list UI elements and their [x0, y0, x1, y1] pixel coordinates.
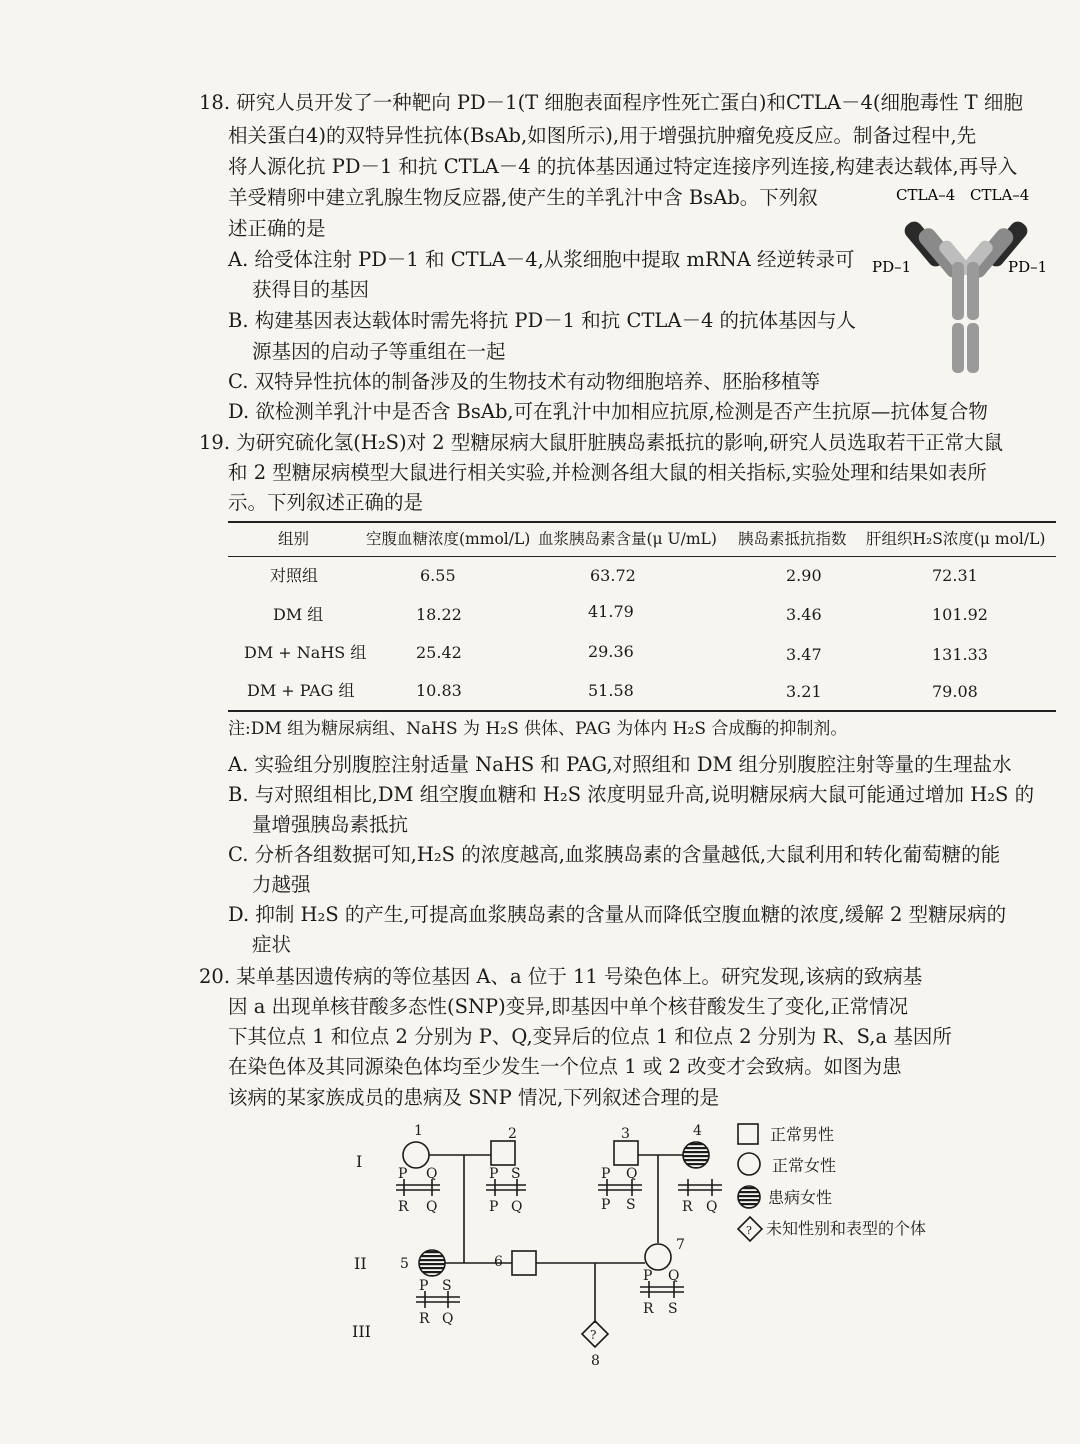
table-cell: 41.79 — [588, 602, 634, 621]
legend-affected-female-icon — [738, 1186, 760, 1208]
table-header-insulin: 血浆胰岛素含量(μ U/mL) — [538, 530, 717, 548]
q18-option-b-cont: 源基因的启动子等重组在一起 — [252, 340, 506, 363]
q19-stem-line-1: 19. 为研究硫化氢(H₂S)对 2 型糖尿病大鼠肝脏胰岛素抵抗的影响,研究人员选取若干正常大鼠 — [199, 431, 1004, 454]
q20-stem-line-3: 下其位点 1 和位点 2 分别为 P、Q,变异后的位点 1 和位点 2 分别为 R、S,a 基因所 — [228, 1025, 952, 1048]
unknown-mark: ? — [746, 1224, 752, 1237]
id-label: 2 — [508, 1126, 517, 1142]
table-cell: 63.72 — [590, 566, 636, 585]
snp-label: Q — [706, 1199, 718, 1215]
pd1-label-left: PD–1 — [872, 258, 912, 276]
snp-label: R — [398, 1199, 409, 1215]
snp-label: R — [682, 1199, 693, 1215]
snp-label: Q — [626, 1166, 638, 1182]
table-cell: DM + NaHS 组 — [244, 643, 367, 662]
q19-option-d: D. 抑制 H₂S 的产生,可提高血浆胰岛素的含量从而降低空腹血糖的浓度,缓解 2 型糖尿病的 — [228, 903, 1007, 926]
table-cell: 对照组 — [270, 566, 319, 585]
q19-stem-line-3: 示。下列叙述正确的是 — [228, 491, 424, 514]
snp-label: R — [643, 1301, 654, 1317]
generation-label-i: I — [356, 1152, 363, 1171]
snp-label: P — [398, 1166, 408, 1182]
snp-label: P — [419, 1278, 429, 1294]
table-cell: 79.08 — [932, 682, 978, 701]
individual-i1-normal-female — [403, 1142, 429, 1168]
q18-option-b: B. 构建基因表达载体时需先将抗 PD－1 和抗 CTLA－4 的抗体基因与人 — [228, 309, 857, 332]
snp-label: Q — [511, 1199, 523, 1215]
q20-stem-line-1: 20. 某单基因遗传病的等位基因 A、a 位于 11 号染色体上。研究发现,该病的致病基 — [199, 965, 923, 988]
table-cell: 25.42 — [416, 643, 462, 662]
individual-ii6-normal-male — [512, 1251, 536, 1275]
snp-label: S — [442, 1278, 452, 1294]
snp-label: P — [601, 1166, 611, 1182]
q19-option-c-cont: 力越强 — [252, 873, 311, 896]
snp-label: S — [511, 1166, 521, 1182]
q19-table-note: 注:DM 组为糖尿病组、NaHS 为 H₂S 供体、PAG 为体内 H₂S 合成酶的抑制剂。 — [228, 719, 848, 739]
q18-stem-line-4: 羊受精卵中建立乳腺生物反应器,使产生的羊乳汁中含 BsAb。下列叙 — [228, 186, 818, 209]
q18-option-d: D. 欲检测羊乳汁中是否含 BsAb,可在乳汁中加相应抗原,检测是否产生抗原—抗体复合物 — [228, 400, 988, 423]
snp-label: P — [489, 1166, 499, 1182]
q18-stem-line-1: 18. 研究人员开发了一种靶向 PD－1(T 细胞表面程序性死亡蛋白)和CTLA－4(细胞毒性 T 细胞 — [199, 91, 1023, 114]
id-label: 7 — [676, 1237, 685, 1253]
snp-label: R — [419, 1311, 430, 1327]
table-cell: 101.92 — [932, 605, 988, 624]
q18-option-c: C. 双特异性抗体的制备涉及的生物技术有动物细胞培养、胚胎移植等 — [228, 370, 821, 393]
table-top-rule — [228, 521, 1056, 523]
snp-i4 — [678, 1179, 722, 1196]
legend-label: 未知性别和表型的个体 — [766, 1219, 927, 1238]
legend-normal-male-icon — [738, 1124, 758, 1144]
id-label: 5 — [400, 1256, 409, 1272]
legend-normal-female-icon — [738, 1153, 760, 1175]
table-cell: DM + PAG 组 — [247, 681, 355, 700]
individual-i4-affected-female — [683, 1142, 709, 1168]
individual-i2-normal-male — [491, 1141, 515, 1165]
table-cell: 18.22 — [416, 605, 462, 624]
legend-label: 正常男性 — [770, 1125, 835, 1144]
table-cell: 10.83 — [416, 681, 462, 700]
snp-label: S — [668, 1301, 678, 1317]
unknown-mark: ? — [590, 1328, 597, 1342]
table-cell: 3.46 — [786, 605, 822, 624]
table-cell: 2.90 — [786, 566, 822, 585]
q18-stem-line-5: 述正确的是 — [228, 217, 326, 240]
snp-label: P — [601, 1197, 611, 1213]
table-header-group: 组别 — [278, 530, 310, 548]
table-header-h2s: 肝组织H₂S浓度(μ mol/L) — [866, 530, 1046, 548]
table-cell: 72.31 — [932, 566, 978, 585]
q19-option-a: A. 实验组分别腹腔注射适量 NaHS 和 PAG,对照组和 DM 组分别腹腔注射等量的生理盐水 — [228, 753, 1012, 776]
id-label: 8 — [591, 1353, 600, 1369]
q19-option-c: C. 分析各组数据可知,H₂S 的浓度越高,血浆胰岛素的含量越低,大鼠利用和转化葡萄糖的能 — [228, 843, 1001, 866]
id-label: 3 — [621, 1126, 630, 1142]
q18-stem-line-2: 相关蛋白4)的双特异性抗体(BsAb,如图所示),用于增强抗肿瘤免疫反应。制备过程中,先 — [228, 124, 977, 147]
table-cell: DM 组 — [273, 605, 324, 624]
snp-label: Q — [442, 1311, 454, 1327]
pedigree-chart — [340, 1115, 980, 1375]
legend-label: 患病女性 — [768, 1188, 833, 1207]
snp-label: Q — [426, 1166, 438, 1182]
q19-option-b: B. 与对照组相比,DM 组空腹血糖和 H₂S 浓度明显升高,说明糖尿病大鼠可能通过增加 H₂S 的 — [228, 783, 1035, 806]
individual-ii7-normal-female — [645, 1244, 671, 1270]
table-cell: 6.55 — [420, 566, 456, 585]
table-cell: 29.36 — [588, 642, 634, 661]
q18-option-a: A. 给受体注射 PD－1 和 CTLA－4,从浆细胞中提取 mRNA 经逆转录可 — [228, 248, 855, 271]
snp-label: P — [489, 1199, 499, 1215]
table-header-glucose: 空腹血糖浓度(mmol/L) — [366, 530, 531, 548]
snp-label: P — [643, 1268, 653, 1284]
id-label: 1 — [414, 1123, 423, 1139]
pd1-label-right: PD–1 — [1008, 258, 1048, 276]
q18-option-a-cont: 获得目的基因 — [252, 278, 370, 301]
legend-label: 正常女性 — [772, 1156, 837, 1175]
antibody-stem — [952, 262, 979, 373]
q20-stem-line-4: 在染色体及其同源染色体均至少发生一个位点 1 或 2 改变才会致病。如图为患 — [228, 1055, 902, 1078]
individual-ii5-affected-female — [419, 1250, 445, 1276]
individual-i3-normal-male — [614, 1141, 638, 1165]
q19-option-b-cont: 量增强胰岛素抵抗 — [252, 813, 409, 836]
id-label: 4 — [693, 1123, 702, 1139]
snp-label: S — [626, 1197, 636, 1213]
ctla4-label-left: CTLA–4 — [896, 186, 956, 204]
table-header-resistance: 胰岛素抵抗指数 — [738, 530, 847, 548]
table-cell: 131.33 — [932, 645, 988, 664]
snp-label: Q — [668, 1268, 680, 1284]
q19-option-d-cont: 症状 — [252, 933, 292, 956]
table-bottom-rule — [228, 710, 1056, 712]
generation-label-ii: II — [354, 1254, 367, 1273]
id-label: 6 — [494, 1254, 503, 1270]
q20-stem-line-2: 因 a 出现单核苷酸多态性(SNP)变异,即基因中单个核苷酸发生了变化,正常情况 — [228, 995, 909, 1018]
q18-stem-line-3: 将人源化抗 PD－1 和抗 CTLA－4 的抗体基因通过特定连接序列连接,构建表达载体,再导入 — [228, 155, 1018, 178]
table-cell: 51.58 — [588, 681, 634, 700]
table-cell: 3.21 — [786, 682, 822, 701]
table-header-rule — [228, 556, 1056, 557]
table-cell: 3.47 — [786, 645, 822, 664]
q20-stem-line-5: 该病的某家族成员的患病及 SNP 情况,下列叙述合理的是 — [228, 1086, 720, 1109]
ctla4-label-right: CTLA–4 — [970, 186, 1030, 204]
generation-label-iii: III — [352, 1322, 371, 1341]
snp-label: Q — [426, 1199, 438, 1215]
bispecific-antibody-figure — [866, 180, 1066, 405]
q19-stem-line-2: 和 2 型糖尿病模型大鼠进行相关实验,并检测各组大鼠的相关指标,实验处理和结果如表所 — [228, 461, 987, 484]
